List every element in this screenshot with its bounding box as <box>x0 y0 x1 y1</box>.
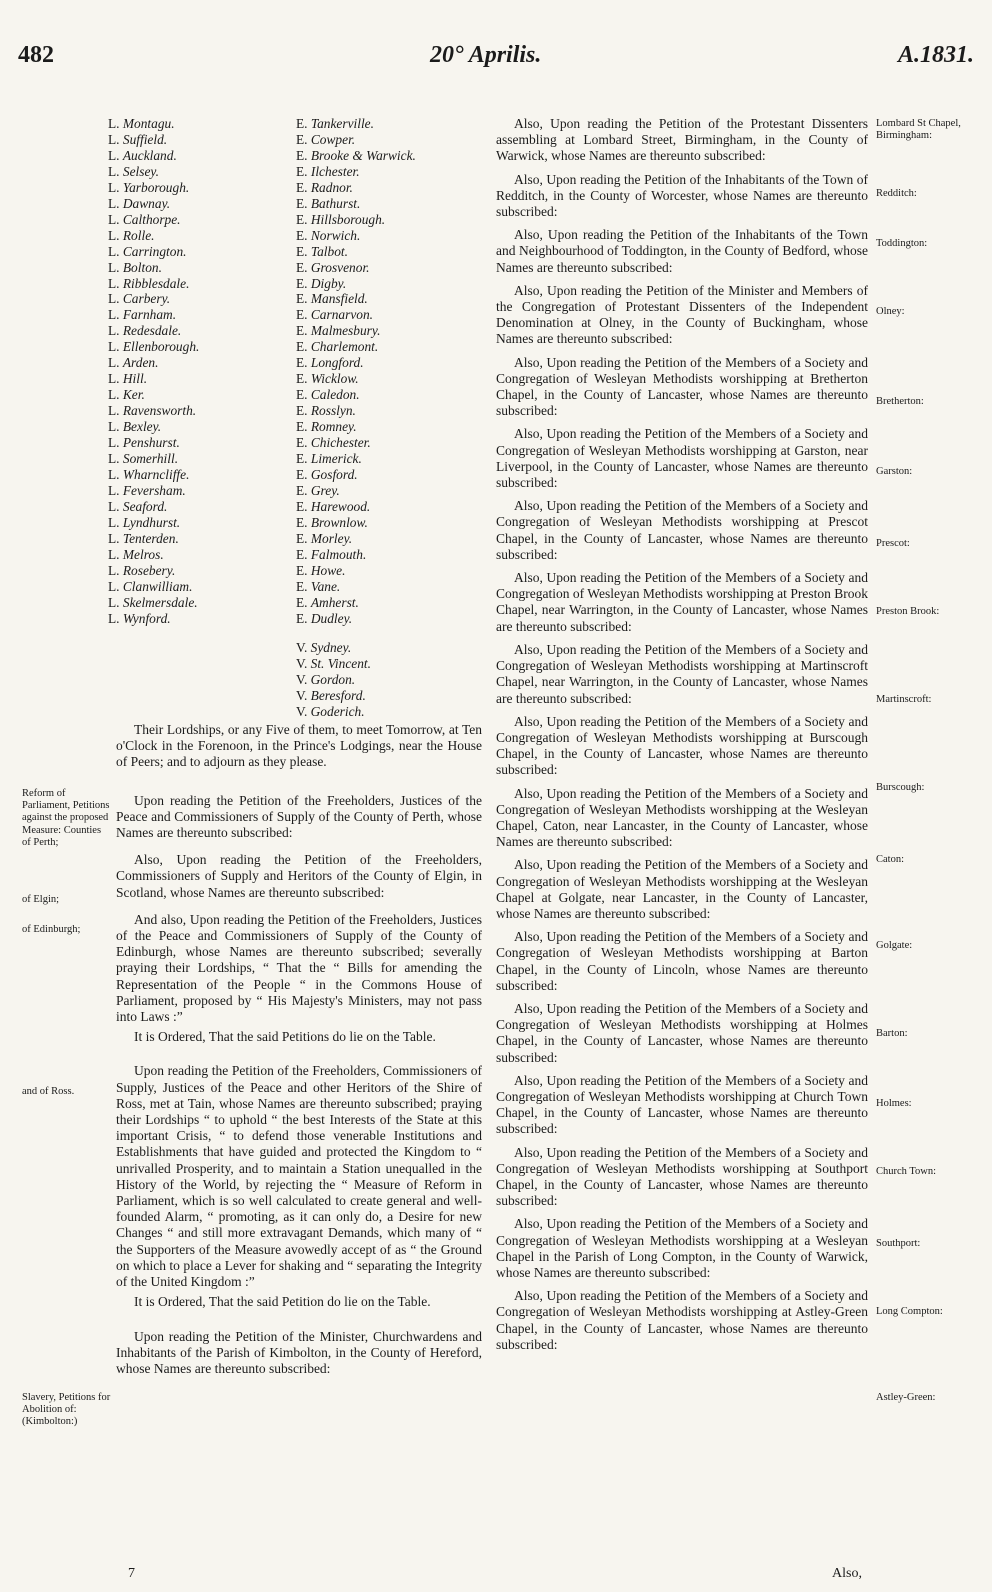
lord-entry: E. Radnor. <box>296 179 353 195</box>
petition-caton: Also, Upon reading the Petition of the Members of a Society and Congregation of Wesleyan Methodists worshipping at the Wesleyan Chapel, Caton, near Lancaster, in the County of Lancaster, whose Names are thereunto subscribed: <box>496 785 868 850</box>
lord-entry: L. Dawnay. <box>108 195 171 211</box>
page-number: 482 <box>18 42 54 68</box>
petition-edinburgh: And also, Upon reading the Petition of the Freeholders, Justices of the Peace and Commissioners of Supply of the County of Edinburgh, whose Names are thereunto subscribed; severally praying their Lordships, “ That the “ Bills for amending the Representation of the People “ in the Commons House of Parliament, proposed by “ His Majesty's Ministers, may not pass into Laws :” <box>116 911 482 1025</box>
petition-lombard-street: Also, Upon reading the Petition of the Protestant Dissenters assembling at Lombard Street, Birmingham, in the County of Warwick, whose Names are thereunto subscribed: <box>496 116 868 164</box>
margin-note-garston: Garston: <box>876 466 913 477</box>
lord-entry: L. Ker. <box>108 387 145 403</box>
margin-note-lombard: Lombard St Chapel, Birmingham: <box>876 118 961 142</box>
lord-entry: E. Mansfield. <box>296 291 368 307</box>
lord-entry: E. Romney. <box>296 419 357 435</box>
petition-church-town: Also, Upon reading the Petition of the Members of a Society and Congregation of Wesleyan Methodists worshipping at Church Town Chapel, in the County of Lancaster, whose Names are thereunto subscribed: <box>496 1072 868 1137</box>
lord-entry: E. Grey. <box>296 482 340 498</box>
margin-note-holmes: Holmes: <box>876 1098 912 1109</box>
lord-entry: V. Sydney. <box>296 640 352 655</box>
petition-martinscroft: Also, Upon reading the Petition of the Members of a Society and Congregation of Wesleyan Methodists worshipping at Martinscroft Chapel, near Warrington, in the County of Lancaster, whose Names are thereunto subscribed: <box>496 641 868 706</box>
margin-note-astley-green: Astley-Green: <box>876 1392 936 1403</box>
earls-list <box>296 116 416 627</box>
lord-entry: E. Hillsborough. <box>296 211 386 227</box>
margin-note-barton: Barton: <box>876 1028 908 1039</box>
petition-burscough: Also, Upon reading the Petition of the Members of a Society and Congregation of Wesleyan Methodists worshipping at Burscough Chapel, in the County of Lancaster, whose Names are thereunto subscribed: <box>496 713 868 778</box>
lord-entry: E. Brownlow. <box>296 514 368 530</box>
viscounts-list <box>296 640 371 720</box>
lord-entry: E. Grosvenor. <box>296 259 370 275</box>
lord-entry: E. Tankerville. <box>296 116 374 131</box>
petition-bretherton: Also, Upon reading the Petition of the Members of a Society and Congregation of Wesleyan Methodists worshipping at Bretherton Chapel, in the County of Lancaster, whose Names are thereunto subscribed: <box>496 354 868 419</box>
lord-entry: V. Beresford. <box>296 687 366 703</box>
lord-entry: L. Wharncliffe. <box>108 466 190 482</box>
ordered-petitions: It is Ordered, That the said Petitions do lie on the Table. <box>134 1029 436 1045</box>
lord-entry: E. Harewood. <box>296 498 371 514</box>
lord-entry: L. Penshurst. <box>108 435 180 451</box>
petition-garston: Also, Upon reading the Petition of the Members of a Society and Congregation of Wesleyan Methodists worshipping at Garston, near Liverpool, in the County of Lancaster, whose Names are thereunto subscribed: <box>496 426 868 491</box>
margin-note-golgate: Golgate: <box>876 940 913 951</box>
page-year: A.1831. <box>897 42 974 68</box>
lord-entry: E. Limerick. <box>296 451 362 467</box>
lord-entry: L. Ellenborough. <box>108 339 200 355</box>
lord-entry: L. Rosebery. <box>108 562 176 578</box>
lord-entry: E. Brooke & Warwick. <box>296 147 416 163</box>
margin-note-olney: Olney: <box>876 306 905 317</box>
meeting-paragraph: Their Lordships, or any Five of them, to meet Tomorrow, at Ten o'Clock in the Forenoon, in the Prince's Lodgings, near the House of Peers; and to adjourn as they please. <box>116 722 482 770</box>
petition-southport: Also, Upon reading the Petition of the Members of a Society and Congregation of Wesleyan Methodists worshipping at Southport Chapel, in the County of Lancaster, whose Names are thereunto subscribed: <box>496 1144 868 1209</box>
lord-entry: L. Calthorpe. <box>108 211 181 227</box>
signature-mark: 7 <box>128 1566 135 1581</box>
lord-entry: L. Hill. <box>108 371 148 387</box>
petition-elgin: Also, Upon reading the Petition of the Freeholders, Commissioners of Supply and Heritors of the County of Elgin, in Scotland, whose Names are thereunto subscribed: <box>116 852 482 900</box>
lord-entry: L. Seaford. <box>108 498 168 514</box>
ordered-petition: It is Ordered, That the said Petition do lie on the Table. <box>134 1294 431 1310</box>
lord-entry: E. Amherst. <box>296 594 359 610</box>
margin-note-caton: Caton: <box>876 854 904 865</box>
catchword: Also, <box>832 1566 862 1581</box>
lord-entry: L. Lyndhurst. <box>108 514 181 530</box>
lord-entry: E. Gosford. <box>296 466 358 482</box>
lord-entry: L. Auckland. <box>108 147 177 163</box>
lord-entry: E. Rosslyn. <box>296 403 356 419</box>
petition-preston-brook: Also, Upon reading the Petition of the Members of a Society and Congregation of Wesleyan Methodists worshipping at Preston Brook Chapel, near Warrington, in the County of Lancaster, whose Names are thereunto subscribed: <box>496 570 868 634</box>
margin-note-long-compton: Long Compton: <box>876 1306 943 1317</box>
lord-entry: E. Caledon. <box>296 387 360 403</box>
lord-entry: E. Dudley. <box>296 610 353 626</box>
margin-note-burscough: Burscough: <box>876 782 925 793</box>
lord-entry: L. Somerhill. <box>108 451 179 467</box>
lord-entry: L. Farnham. <box>108 307 177 323</box>
margin-note-church-town: Church Town: <box>876 1166 937 1177</box>
petition-kimbolton: Upon reading the Petition of the Minister, Churchwardens and Inhabitants of the Parish of Kimbolton, in the County of Hereford, whose Names are thereunto subscribed: <box>116 1328 482 1376</box>
lord-entry: L. Suffield. <box>108 131 168 147</box>
lord-entry: L. Carbery. <box>108 291 171 307</box>
petition-prescot: Also, Upon reading the Petition of the Members of a Society and Congregation of Wesleyan Methodists worshipping at Prescot Chapel, in the County of Lancaster, whose Names are thereunto subscribed: <box>496 498 868 562</box>
margin-note-toddington: Toddington: <box>876 238 928 249</box>
page-date: 20° Aprilis. <box>430 42 542 68</box>
lord-entry: L. Redesdale. <box>108 323 182 339</box>
lord-entry: L. Yarborough. <box>108 179 190 195</box>
lord-entry: E. Talbot. <box>296 243 348 259</box>
lord-entry: V. Gordon. <box>296 671 356 687</box>
lord-entry: L. Ravensworth. <box>108 403 197 419</box>
petition-golgate: Also, Upon reading the Petition of the Members of a Society and Congregation of Wesleyan Methodists worshipping at the Wesleyan Chapel at Golgate, near Lancaster, in the County of Lancaster, whose Names are thereunto subscribed: <box>496 857 868 921</box>
petition-redditch: Also, Upon reading the Petition of the Inhabitants of the Town of Redditch, in the County of Worcester, whose Names are thereunto subscribed: <box>496 171 868 220</box>
lord-entry: E. Howe. <box>296 562 346 578</box>
margin-note-ross: and of Ross. <box>22 1086 75 1097</box>
margin-note-edinburgh: of Edinburgh; <box>22 924 81 935</box>
page-header <box>0 42 992 86</box>
lord-entry: E. Falmouth. <box>296 546 367 562</box>
lord-entry: E. Longford. <box>296 355 364 371</box>
margin-note-reform: Reform of Parliament, Petitions against the proposed Measure: Counties of Perth; <box>22 788 110 848</box>
petition-holmes: Also, Upon reading the Petition of the Members of a Society and Congregation of Wesleyan Methodists worshipping at Holmes Chapel, in the County of Lancaster, whose Names are thereunto subscribed: <box>496 1000 868 1065</box>
lord-entry: E. Ilchester. <box>296 163 360 179</box>
lord-entry: L. Montagu. <box>108 116 175 131</box>
left-column-body <box>116 722 482 1388</box>
lord-entry: E. Norwich. <box>296 227 361 243</box>
margin-note-bretherton: Bretherton: <box>876 396 924 407</box>
margin-note-slavery: Slavery, Petitions for Abolition of: (Kimbolton:) <box>22 1392 111 1428</box>
lord-entry: L. Ribblesdale. <box>108 275 190 291</box>
lord-entry: L. Selsey. <box>108 163 159 179</box>
petition-perth: Upon reading the Petition of the Freeholders, Justices of the Peace and Commissioners of Supply of the County of Perth, whose Names are thereunto subscribed: <box>116 792 482 841</box>
petition-astley-green: Also, Upon reading the Petition of the Members of a Society and Congregation of Wesleyan Methodists worshipping at Astley-Green Chapel, in the County of Lancaster, whose Names are thereunto subscribed: <box>496 1288 868 1352</box>
petition-long-compton: Also, Upon reading the Petition of the Members of a Society and Congregation of Wesleyan Methodists worshipping at a Wesleyan Chapel in the Parish of Long Compton, in the County of Warwick, whose Names are thereunto subscribed: <box>496 1216 868 1280</box>
lord-entry: L. Tenterden. <box>108 530 179 546</box>
lord-entry: E. Morley. <box>296 530 353 546</box>
lord-entry: L. Melros. <box>108 546 164 562</box>
petition-olney: Also, Upon reading the Petition of the Minister and Members of the Congregation of Protestant Dissenters of the Independent Denomination at Olney, in the County of Buckingham, whose Names are thereunto subscribed: <box>496 282 868 347</box>
lord-entry: E. Charlemont. <box>296 339 379 355</box>
lord-entry: L. Wynford. <box>108 610 171 626</box>
margin-note-southport: Southport: <box>876 1238 921 1249</box>
lord-entry: E. Digby. <box>296 275 347 291</box>
lord-entry: E. Malmesbury. <box>296 323 381 339</box>
lord-entry: L. Feversham. <box>108 482 186 498</box>
lord-entry: L. Skelmersdale. <box>108 594 198 610</box>
lord-entry: E. Cowper. <box>296 131 356 147</box>
petition-toddington: Also, Upon reading the Petition of the Inhabitants of the Town and Neighbourhood of Toddington, in the County of Bedford, whose Names are thereunto subscribed: <box>496 227 868 275</box>
petition-ross: Upon reading the Petition of the Freeholders, Commissioners of Supply, Justices of the Peace and other Heritors of the Shire of Ross, met at Tain, whose Names are thereunto subscribed; praying their Lordships “ to uphold “ the best Interests of the State at this important Crisis, “ to defend those venerable Institutions and Establishments that have guided and protected the Kingdom to “ unrivalled Prosperity, and to maintain a Station unequalled in the History of the World, by rejecting the “ Measure of Reform in Parliament, which is so well calculated to create general and well-founded Alarm, “ promoting, as it can only do, a Desire for new Changes “ and still more extravagant Demands, which many of “ the Supporters of the Measure avowedly accept of as “ the Ground on which to place a Lever for shaking and “ separating the Integrity of the United Kingdom :” <box>116 1063 482 1290</box>
lord-entry: L. Arden. <box>108 355 159 371</box>
margin-note-martinscroft: Martinscroft: <box>876 694 932 705</box>
lord-entry: E. Chichester. <box>296 435 371 451</box>
lord-entry: E. Carnarvon. <box>296 307 373 323</box>
petition-barton: Also, Upon reading the Petition of the Members of a Society and Congregation of Wesleyan Methodists worshipping at Barton Chapel, in the County of Lincoln, whose Names are thereunto subscribed: <box>496 929 868 993</box>
lord-entry: L. Clanwilliam. <box>108 578 193 594</box>
margin-note-prescot: Prescot: <box>876 538 910 549</box>
lord-entry: L. Bexley. <box>108 419 162 435</box>
right-column-body <box>496 116 868 1360</box>
lord-entry: V. Goderich. <box>296 703 365 719</box>
lord-entry: V. St. Vincent. <box>296 655 372 671</box>
lord-entry: L. Carrington. <box>108 243 187 259</box>
barons-list <box>108 116 199 627</box>
margin-note-elgin: of Elgin; <box>22 894 60 905</box>
lord-entry: E. Vane. <box>296 578 341 594</box>
lord-entry: L. Rolle. <box>108 227 155 243</box>
lord-entry: L. Bolton. <box>108 259 162 275</box>
lord-entry: E. Bathurst. <box>296 195 361 211</box>
margin-note-redditch: Redditch: <box>876 188 917 199</box>
margin-note-preston-brook: Preston Brook: <box>876 606 940 617</box>
lord-entry: E. Wicklow. <box>296 371 359 387</box>
